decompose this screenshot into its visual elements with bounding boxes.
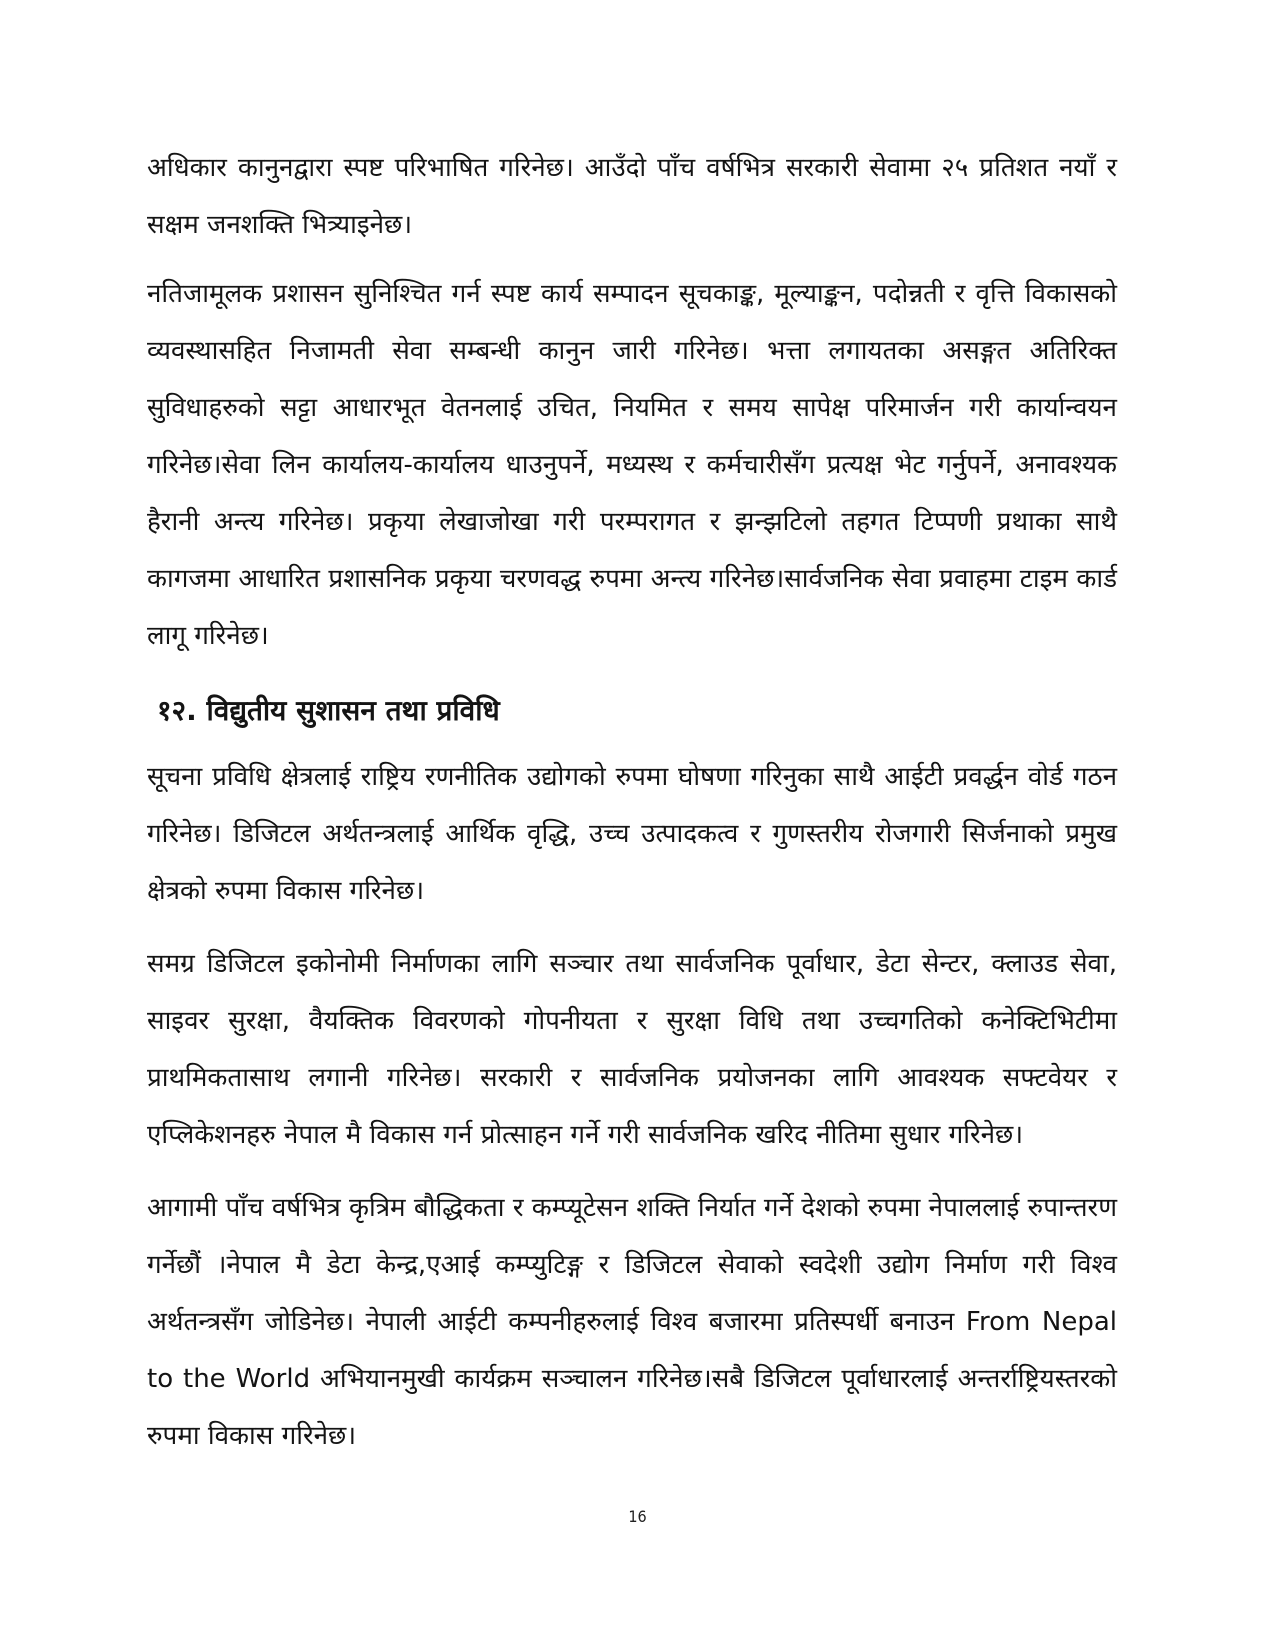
paragraph-ai-computation-export: आगामी पाँच वर्षभित्र कृत्रिम बौद्धिकता र कम्प्यूटेसन शक्ति निर्यात गर्ने देशको रुपमा नेपाललाई रुपान्तरण गर्नेछौं ।नेपाल मै डेटा केन्द्र,एआई कम्प्युटिङ्ग र डिजिटल सेवाको स्वदेशी उद्योग निर्माण गरी विश्व अर्थतन्त्रसँग जोडिनेछ। नेपाली आईटी कम्पनीहरुलाई विश्व बजारमा प्रतिस्पर्धी बनाउन From Nepal to the World अभियानमुखी कार्यक्रम सञ्चालन गरिनेछ।सबै डिजिटल पूर्वाधारलाई अन्तर्राष्ट्रियस्तरको रुपमा विकास गरिनेछ। xyxy=(147,1193,1117,1451)
paragraph-civil-service-intro: अधिकार कानुनद्वारा स्पष्ट परिभाषित गरिनेछ। आउँदो पाँच वर्षभित्र सरकारी सेवामा २५ प्रतिशत नयाँ र सक्षम जनशक्ति भित्र्याइनेछ। xyxy=(147,153,1117,240)
document-page xyxy=(147,140,1117,1481)
paragraph-it-strategic-industry: सूचना प्रविधि क्षेत्रलाई राष्ट्रिय रणनीतिक उद्योगको रुपमा घोषणा गरिनुका साथै आईटी प्रवर्द्धन वोर्ड गठन गरिनेछ। डिजिटल अर्थतन्त्रलाई आर्थिक वृद्धि, उच्च उत्पादकत्व र गुणस्तरीय रोजगारी सिर्जनाको प्रमुख क्षेत्रको रुपमा विकास गरिनेछ। xyxy=(147,762,1117,906)
paragraph-results-based-administration: नतिजामूलक प्रशासन सुनिश्चित गर्न स्पष्ट कार्य सम्पादन सूचकाङ्क, मूल्याङ्कन, पदोन्नती र वृत्ति विकासको व्यवस्थासहित निजामती सेवा सम्बन्धी कानुन जारी गरिनेछ। भत्ता लगायतका असङ्गत अतिरिक्त सुविधाहरुको सट्टा आधारभूत वेतनलाई उचित, नियमित र समय सापेक्ष परिमार्जन गरी कार्यान्वयन गरिनेछ।सेवा लिन कार्यालय-कार्यालय धाउनुपर्ने, मध्यस्थ र कर्मचारीसँग प्रत्यक्ष भेट गर्नुपर्ने, अनावश्यक हैरानी अन्त्य गरिनेछ। प्रकृया लेखाजोखा गरी परम्परागत र झन्झटिलो तहगत टिप्पणी प्रथाका साथै कागजमा आधारित प्रशासनिक प्रकृया चरणवद्ध रुपमा अन्त्य गरिनेछ।सार्वजनिक सेवा प्रवाहमा टाइम कार्ड लागू गरिनेछ। xyxy=(147,279,1117,651)
paragraph-digital-economy-infrastructure: समग्र डिजिटल इकोनोमी निर्माणका लागि सञ्चार तथा सार्वजनिक पूर्वाधार, डेटा सेन्टर, क्लाउड सेवा, साइवर सुरक्षा, वैयक्तिक विवरणको गोपनीयता र सुरक्षा विधि तथा उच्चगतिको कनेक्टिभिटीमा प्राथमिकतासाथ लगानी गरिनेछ। सरकारी र सार्वजनिक प्रयोजनका लागि आवश्यक सफ्टवेयर र एप्लिकेशनहरु नेपाल मै विकास गर्न प्रोत्साहन गर्ने गरी सार्वजनिक खरिद नीतिमा सुधार गरिनेछ। xyxy=(147,949,1117,1150)
section-heading-e-governance: १२. विद्युतीय सुशासन तथा प्रविधि xyxy=(157,694,500,727)
page-number: 16 xyxy=(628,1507,647,1526)
